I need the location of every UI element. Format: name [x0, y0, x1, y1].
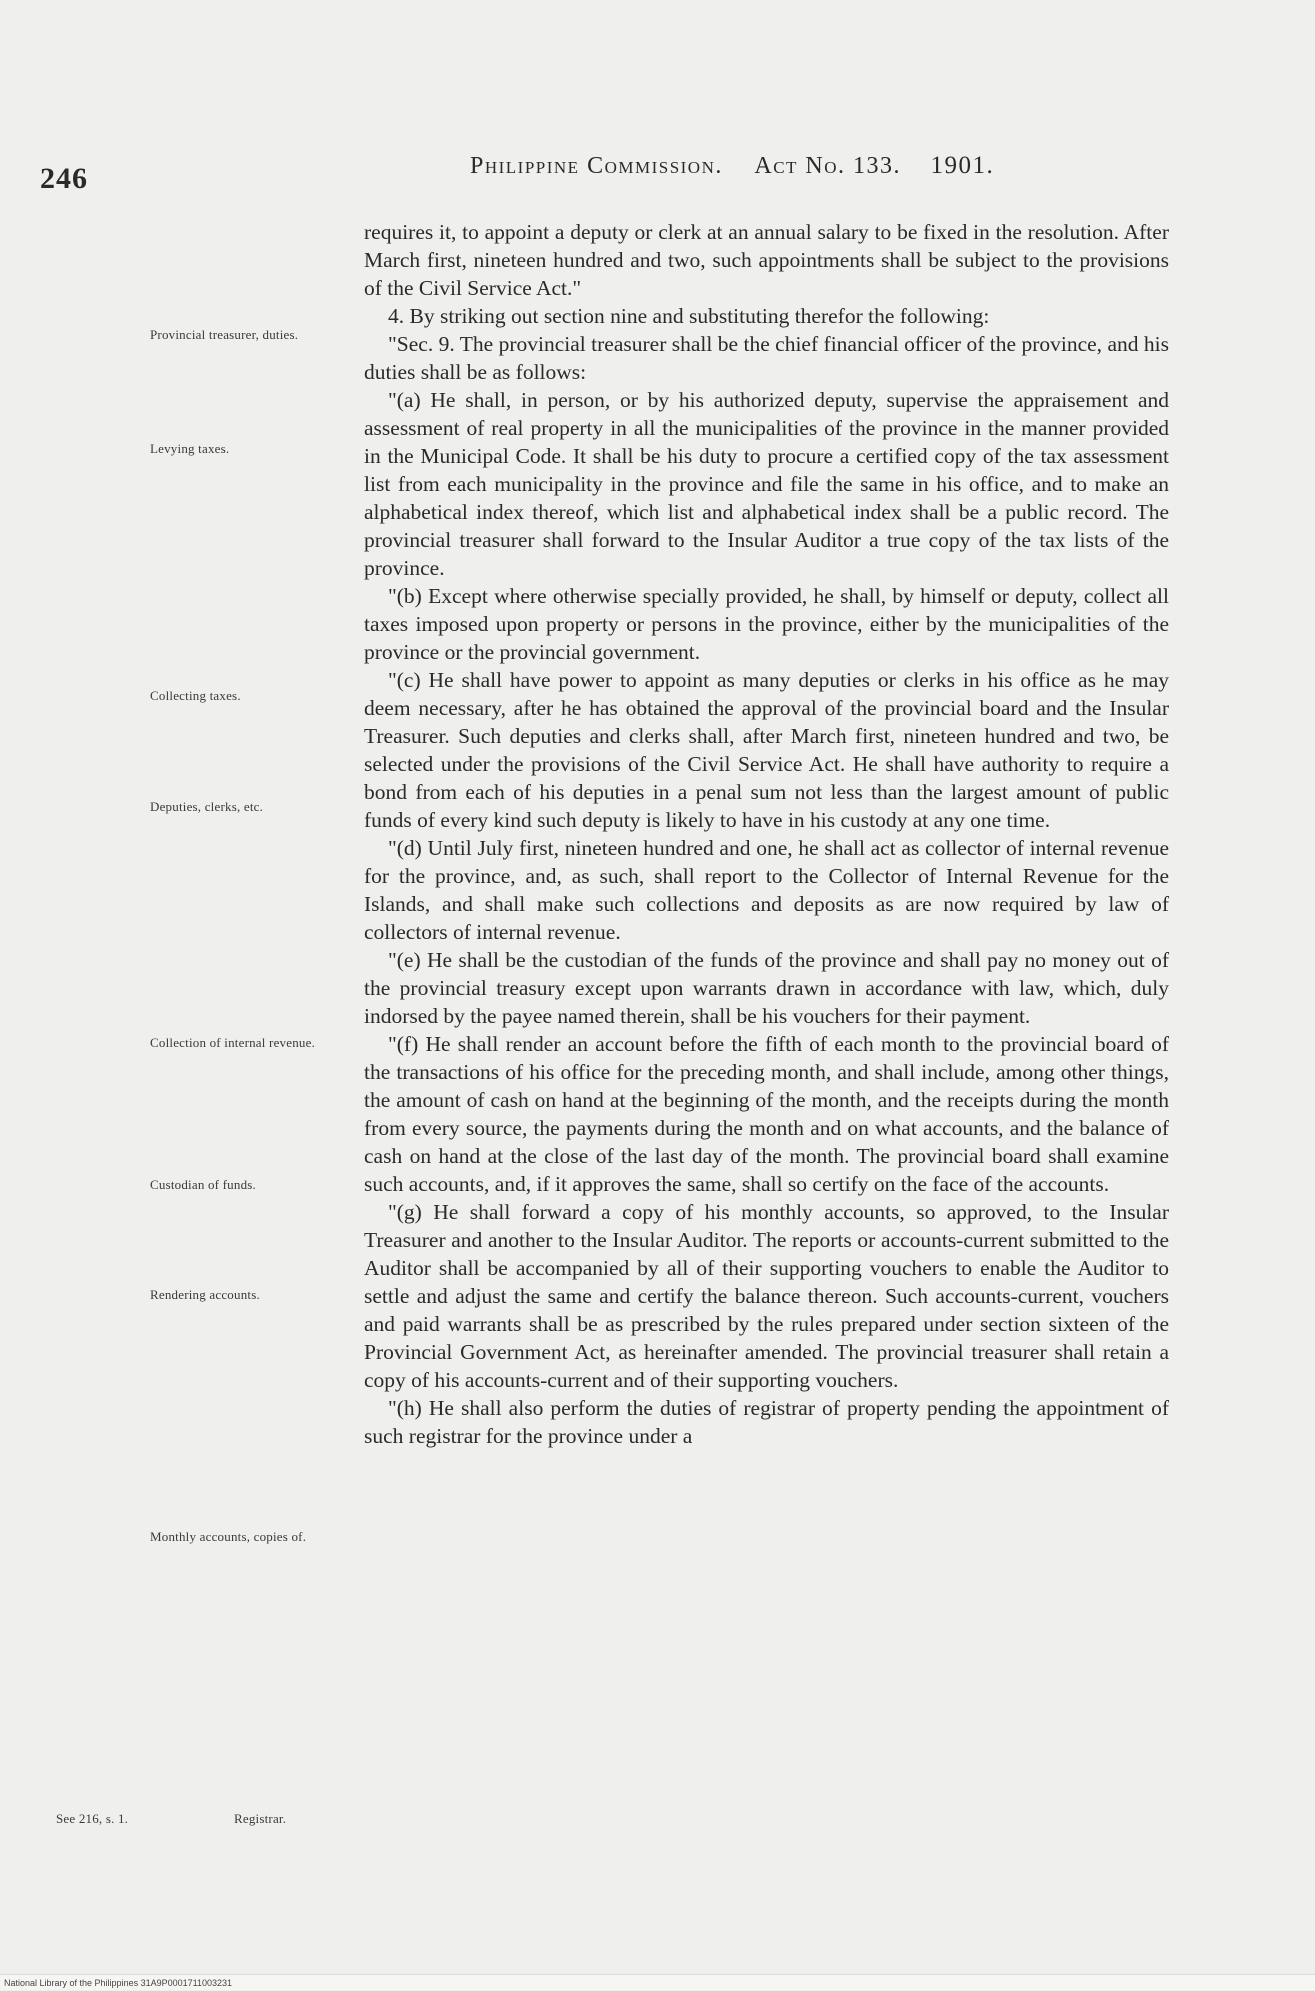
paragraph-continuation: requires it, to appoint a deputy or clerk at an annual salary to be fixed in the resolution. After March first, nineteen hundred and two, such appointments shall be subject to the provisions of the Civil Service Act.": [364, 220, 1169, 300]
margin-note-see-reference: [56, 1812, 362, 1826]
margin-note-provincial-treasurer: Provincial treasurer, duties.: [150, 327, 299, 342]
margin-note-internal-revenue: Collection of internal revenue.: [150, 1035, 316, 1050]
margin-note-monthly-accounts: Monthly accounts, copies of.: [150, 1529, 307, 1544]
paragraph-h: "(h) He shall also perform the duties of registrar of property pending the appointment of such registrar for the province under a: [364, 1396, 1169, 1448]
paragraph-g: "(g) He shall forward a copy of his monthly accounts, so approved, to the Insular Treasurer and another to the Insular Auditor. The reports or accounts-current submitted to the Auditor shall be accompanied by all of their supporting vouchers to enable the Auditor to settle and adjust the same and certify the balance thereon. Such accounts-current, vouchers and paid warrants shall be as prescribed by the rules prepared under section sixteen of the Provincial Government Act, as hereinafter amended. The provincial treasurer shall retain a copy of his accounts-current and of their supporting vouchers.: [364, 1200, 1169, 1392]
paragraph-e: "(e) He shall be the custodian of the funds of the province and shall pay no money out of the provincial treasury except upon warrants drawn in accordance with law, which, duly indorsed by the payee named therein, shall be his vouchers for their payment.: [364, 948, 1169, 1028]
year: 1901.: [930, 152, 995, 179]
margin-note-custodian: Custodian of funds.: [150, 1177, 256, 1192]
see-reference: See 216, s. 1.: [56, 1811, 129, 1826]
paragraph-d: "(d) Until July first, nineteen hundred and one, he shall act as collector of internal revenue for the province, and, as such, shall report to the Collector of Internal Revenue for the Islands, and shall make such collections and deposits as are now required by law of collectors of internal revenue.: [364, 836, 1169, 944]
margin-note-deputies: Deputies, clerks, etc.: [150, 799, 264, 814]
margin-note-registrar: Registrar.: [234, 1811, 287, 1826]
paragraph-section-9: "Sec. 9. The provincial treasurer shall be the chief financial officer of the province, and his duties shall be as follows:: [364, 332, 1169, 384]
page-number: 246: [40, 162, 88, 195]
paragraph-b: "(b) Except where otherwise specially provided, he shall, by himself or deputy, collect all taxes imposed upon property or persons in the province, either by the municipalities of the province or the provincial government.: [364, 584, 1169, 664]
margin-note-levying-taxes: Levying taxes.: [150, 441, 230, 456]
scan-source-footer: National Library of the Philippines 31A9P0001711003231: [0, 1974, 1315, 1990]
paragraph-a: "(a) He shall, in person, or by his authorized deputy, supervise the appraisement and assessment of real property in all the municipalities of the province in the manner provided in the Municipal Code. It shall be his duty to procure a certified copy of the tax assessment list from each municipality in the province and file the same in his office, and to make an alphabetical index thereof, which list and alphabetical index shall be a public record. The provincial treasurer shall forward to the Insular Auditor a true copy of the tax lists of the province.: [364, 388, 1169, 580]
body-text: [364, 218, 1169, 1450]
publication-title: Philippine Commission.: [470, 153, 723, 179]
running-head: [470, 152, 994, 180]
paragraph-c: "(c) He shall have power to appoint as many deputies or clerks in his office as he may deem necessary, after he has obtained the approval of the provincial board and the Insular Treasurer. Such deputies and clerks shall, after March first, nineteen hundred and two, be selected under the provisions of the Civil Service Act. He shall have authority to require a bond from each of his deputies in a penal sum not less than the largest amount of public funds of every kind such deputy is likely to have in his custody at any one time.: [364, 668, 1169, 832]
paragraph-amendment-4: 4. By striking out section nine and substituting therefor the following:: [388, 304, 990, 328]
margin-note-rendering: Rendering accounts.: [150, 1287, 260, 1302]
paragraph-f: "(f) He shall render an account before the fifth of each month to the provincial board of the transactions of his office for the preceding month, and shall include, among other things, the amount of cash on hand at the beginning of the month, and the receipts during the month from every source, the payments during the month and on what accounts, and the balance of cash on hand at the close of the last day of the month. The provincial board shall examine such accounts, and, if it approves the same, shall so certify on the face of the accounts.: [364, 1032, 1169, 1196]
margin-note-collecting-taxes: Collecting taxes.: [150, 688, 241, 703]
act-number: Act No. 133.: [754, 153, 902, 179]
